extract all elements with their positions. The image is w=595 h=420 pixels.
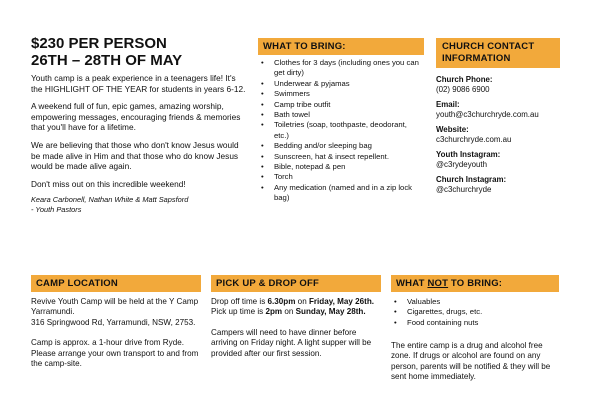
signature-role: - Youth Pastors bbox=[31, 205, 82, 215]
email-label: Email: bbox=[436, 100, 460, 109]
location-text: Revive Youth Camp will be held at the Y Camp Yarramundi. bbox=[31, 297, 199, 317]
list-item: • Bedding and/or sleeping bag bbox=[258, 141, 420, 151]
drop-off-text bbox=[211, 297, 383, 307]
pick-up-mid: on bbox=[282, 307, 296, 317]
list-item: • Swimmers bbox=[258, 89, 420, 99]
list-item: • Toiletries (soap, toothpaste, deodorant, etc.) bbox=[258, 120, 420, 141]
contact-info bbox=[436, 70, 576, 195]
intro-paragraph: We are believing that those who don't know Jesus would be made alive in Him and that those who do know Jesus would be made alive again. bbox=[31, 139, 239, 172]
not-bring-list bbox=[391, 297, 561, 328]
not-bring-header-post: TO BRING: bbox=[448, 278, 503, 289]
location-section bbox=[31, 297, 203, 369]
list-item: • Valuables bbox=[391, 297, 561, 307]
pick-up-prefix: Pick up time is bbox=[211, 307, 266, 317]
youth-instagram-value[interactable]: @c3rydeyouth bbox=[436, 160, 487, 169]
intro-section bbox=[31, 73, 246, 215]
pick-up-day: Sunday, May 28th. bbox=[295, 307, 366, 317]
location-address: 316 Springwood Rd, Yarramundi, NSW, 2753. bbox=[31, 317, 196, 327]
signature-names: Keara Carbonell, Nathan White & Matt Sapsford bbox=[31, 195, 189, 205]
not-bring-header-not: NOT bbox=[427, 278, 449, 289]
list-item: • Underwear & pyjamas bbox=[258, 79, 420, 89]
website-label: Website: bbox=[436, 125, 469, 134]
youth-instagram-label: Youth Instagram: bbox=[436, 150, 501, 159]
list-item: • Clothes for 3 days (including ones you can get dirty) bbox=[258, 58, 420, 79]
drop-off-time: 6.30pm bbox=[267, 297, 296, 306]
list-item: • Bath towel bbox=[258, 110, 420, 120]
pickup-section bbox=[211, 297, 383, 359]
phone-value[interactable]: (02) 9086 6900 bbox=[436, 85, 490, 94]
list-item: • Bible, notepad & pen bbox=[258, 162, 420, 172]
phone-label: Church Phone: bbox=[436, 75, 493, 84]
price-line: $230 PER PERSON bbox=[31, 35, 167, 52]
intro-paragraph: A weekend full of fun, epic games, amazing worship, empowering messages, encouraging friends & memories that you'll have for a lifetime. bbox=[31, 101, 241, 133]
contact-header: CHURCH CONTACT INFORMATION bbox=[436, 38, 560, 68]
location-header: CAMP LOCATION bbox=[31, 275, 201, 292]
pick-up-time: 2pm bbox=[265, 307, 283, 317]
list-item: • Sunscreen, hat & insect repellent. bbox=[258, 152, 420, 162]
intro-paragraph: Youth camp is a peak experience in a teenagers life! It's the HIGHLIGHT OF THE YEAR for students in years 6-12. bbox=[31, 73, 246, 94]
website-value[interactable]: c3churchryde.com.au bbox=[436, 135, 512, 144]
church-instagram-label: Church Instagram: bbox=[436, 175, 507, 184]
drop-off-prefix: Drop off time is bbox=[211, 297, 268, 306]
date-line: 26TH – 28TH OF MAY bbox=[31, 52, 183, 69]
pickup-note: Campers will need to have dinner before arriving on Friday night. A light supper will be provided after our first session. bbox=[211, 327, 372, 358]
list-item: • Food containing nuts bbox=[391, 318, 561, 328]
list-item: • Cigarettes, drugs, etc. bbox=[391, 307, 561, 317]
list-item: • Torch bbox=[258, 172, 420, 182]
bring-list bbox=[258, 58, 420, 204]
price-heading bbox=[31, 35, 251, 69]
bring-header: WHAT TO BRING: bbox=[258, 38, 424, 55]
list-item: • Any medication (named and in a zip lock bag) bbox=[258, 183, 420, 204]
location-note: Camp is approx. a 1-hour drive from Ryde. Please arrange your own transport to and from the camp-site. bbox=[31, 338, 199, 369]
intro-paragraph: Don't miss out on this incredible weekend! bbox=[31, 178, 186, 189]
pickup-header: PICK UP & DROP OFF bbox=[211, 275, 381, 292]
email-value[interactable]: youth@c3churchryde.com.au bbox=[436, 110, 539, 119]
drop-off-day: Friday, May 26th. bbox=[308, 297, 375, 306]
not-bring-note: The entire camp is a drug and alcohol free zone. If drugs or alcohol are found on any person, parents will be notified & they will be sent home immediately. bbox=[391, 341, 551, 382]
list-item: • Camp tribe outfit bbox=[258, 100, 420, 110]
not-bring-header-pre: WHAT bbox=[396, 278, 428, 289]
pick-up-text bbox=[211, 307, 383, 317]
church-instagram-value[interactable]: @c3churchryde bbox=[436, 185, 492, 194]
not-bring-header bbox=[391, 275, 559, 292]
drop-off-mid: on bbox=[295, 297, 309, 306]
